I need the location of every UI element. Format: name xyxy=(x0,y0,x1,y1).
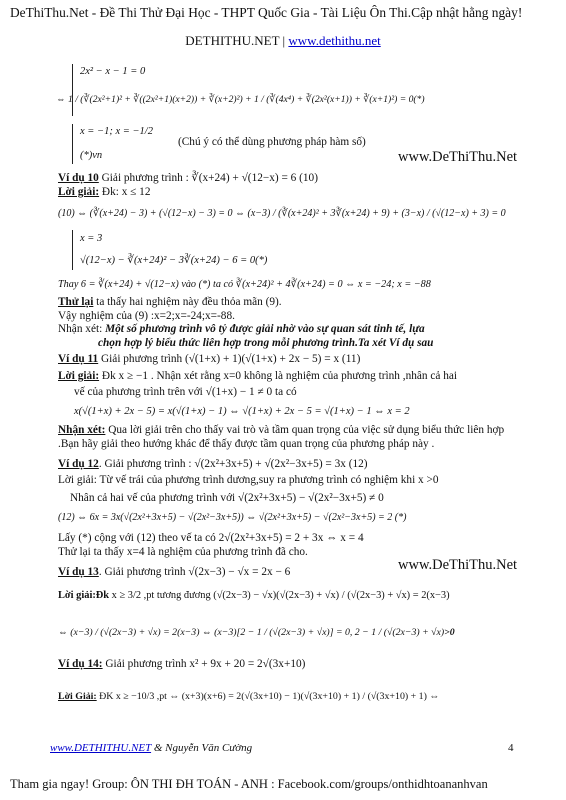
body-line: Nhân cả hai vế của phương trình với √(2x²+3x+5) − √(2x²−3x+5) ≠ 0 xyxy=(70,492,384,504)
equation-line: Thay 6 = ∛(x+24) + √(12−x) vào (*) ta có ∛(x+24)² + 4∛(x+24) = 0 ⇔ x = −24; x = −88 xyxy=(58,279,431,290)
system-brace-1 xyxy=(72,64,73,116)
remark-line xyxy=(58,323,425,335)
solution-text: Đk x ≥ −1 . Nhận xét rằng x=0 không là nghiệm của phương trình ,nhân cả hai xyxy=(99,370,458,382)
example-label: Ví dụ 14: xyxy=(58,658,103,670)
equation-line: (10) ⇔ (∛(x+24) − 3) + (√(12−x) − 3) = 0 ⇔ (x−3) / (∛(x+24)² + 3∛(x+24) + 9) + (3−x) / (√(12−x) + 3) = 0 xyxy=(58,208,506,219)
solution-10-line xyxy=(58,186,150,198)
remark-label: Nhận xét: xyxy=(58,323,106,335)
solution-text: Đk: x ≤ 12 xyxy=(99,186,151,198)
example-text: Giải phương trình x² + 9x + 20 = 2√(3x+10) xyxy=(102,658,306,670)
example-14-line xyxy=(58,658,305,670)
equation-line: √(12−x) − ∛(x+24)² − 3∛(x+24) − 6 = 0(*) xyxy=(80,255,268,266)
watermark: www.DeThiThu.Net xyxy=(398,557,518,573)
check-line xyxy=(58,296,282,308)
equation-line: x(√(1+x) + 2x − 5) = x(√(1+x) − 1) ⇔ √(1+x) + 2x − 5 = √(1+x) − 1 ⇔ x = 2 xyxy=(74,406,410,417)
solution-label: Lời giải: xyxy=(58,370,100,382)
solution-11-line xyxy=(58,370,457,382)
equation-line: x = 3 xyxy=(80,233,103,244)
example-label: Ví dụ 12 xyxy=(58,458,99,470)
example-text: Giải phương trình (√(1+x) + 1)(√(1+x) + 2x − 5) = x (11) xyxy=(98,353,361,365)
top-banner: DeThiThu.Net - Đề Thi Thử Đại Học - THPT Quốc Gia - Tài Liệu Ôn Thi.Cập nhật hằng ngày! xyxy=(10,5,523,20)
system-brace-2 xyxy=(72,124,73,164)
equation-line: (12) ⇔ 6x = 3x(√(2x²+3x+5) − √(2x²−3x+5)) ⇔ √(2x²+3x+5) − √(2x²−3x+5) = 2 (*) xyxy=(58,512,407,523)
check-label: Thử lại xyxy=(58,296,94,308)
site-header xyxy=(0,34,566,48)
remark-text: Một số phương trình vô tỷ được giải nhờ vào sự quan sát tinh tế, lựa xyxy=(105,323,425,335)
example-12-line xyxy=(58,458,368,470)
watermark: www.DeThiThu.Net xyxy=(398,149,518,165)
solution-text: x ≥ 3/2 ,pt tương đương (√(2x−3) − √x)(√(2x−3) + √x) / (√(2x−3) + √x) = 2(x−3) xyxy=(109,590,450,601)
system-brace-3 xyxy=(72,230,73,270)
example-label: Ví dụ 10 xyxy=(58,172,99,184)
page-number: 4 xyxy=(508,742,514,754)
solution-label: Lời Giải: xyxy=(58,691,97,702)
equation-line xyxy=(58,628,455,639)
body-line: vế của phương trình trên với √(1+x) − 1 ≠ 0 ta có xyxy=(74,386,297,398)
example-text: . Giải phương trình : √(2x²+3x+5) + √(2x²−3x+5) = 3x (12) xyxy=(98,458,368,470)
remark-11-line xyxy=(58,424,504,436)
note-text: (Chú ý có thể dùng phương pháp hàm số) xyxy=(178,136,366,148)
footer-site-link[interactable]: www.DETHITHU.NET xyxy=(50,742,152,754)
solution-label: Lời giải:Đk xyxy=(58,590,110,601)
solution-13-line xyxy=(58,590,450,601)
body-line: Lấy (*) cộng với (12) theo vế ta có 2√(2x²+3x+5) = 2 + 3x ⇔ x = 4 xyxy=(58,532,364,544)
example-label: Ví dụ 11 xyxy=(58,353,99,365)
equation-line: 2x² − x − 1 = 0 xyxy=(80,66,146,77)
site-name: DETHITHU.NET | xyxy=(185,33,289,48)
example-13-line xyxy=(58,566,290,578)
conclusion-line: Vậy nghiệm của (9) :x=2;x=-24;x=-88. xyxy=(58,310,235,322)
remark-text: Qua lời giải trên cho thấy vai trò và tầm quan trọng của việc sử dụng biểu thức liên hợp xyxy=(105,424,505,436)
example-label: Ví dụ 13 xyxy=(58,566,99,578)
footer-credit xyxy=(50,742,252,754)
example-11-line xyxy=(58,353,360,365)
solution-12-line: Lời giải: Từ vế trái của phương trình dương,suy ra phương trình có nghiệm khi x >0 xyxy=(58,474,439,486)
example-text: Giải phương trình : ∛(x+24) + √(12−x) = 6 (10) xyxy=(98,172,318,184)
remark-line-2: chọn hợp lý biểu thức liên hợp trong mỗi phương trình.Ta xét Ví dụ sau xyxy=(98,337,434,349)
check-text: ta thấy hai nghiệm này đều thỏa mãn (9). xyxy=(93,296,282,308)
solution-14-line xyxy=(58,692,439,703)
equation-line: ⇔ 1 / (∛(2x²+1)² + ∛((2x²+1)(x+2)) + ∛(x+2)²) + 1 / (∛(4x⁴) + ∛(2x²(x+1)) + ∛(x+1)²) = 0(*) xyxy=(56,94,425,105)
body-line: Thử lại ta thấy x=4 là nghiệm của phương trình đã cho. xyxy=(58,546,308,558)
bottom-banner: Tham gia ngay! Group: ÔN THI ĐH TOÁN - ANH : Facebook.com/groups/onthidhtoananhvan xyxy=(10,777,488,791)
equation-text: ⇔ (x−3) / (√(2x−3) + √x) = 2(x−3) ⇔ (x−3)[2 − 1 / (√(2x−3) + √x)] = 0, 2 − 1 / (√(2x−3) + √x) xyxy=(58,627,445,638)
body-line: .Bạn hãy giải theo hướng khác để thấy được tầm quan trọng của phương pháp này . xyxy=(58,438,435,450)
footer-author: & Nguyễn Văn Cường xyxy=(151,742,253,754)
solution-text: ĐK x ≥ −10/3 ,pt ⇔ (x+3)(x+6) = 2(√(3x+10) − 1)(√(3x+10) + 1) / (√(3x+10) + 1) ⇔ xyxy=(96,691,440,702)
solution-label: Lời giải: xyxy=(58,186,100,198)
site-link[interactable]: www.dethithu.net xyxy=(288,33,381,48)
remark-label: Nhận xét: xyxy=(58,424,106,436)
example-text: . Giải phương trình √(2x−3) − √x = 2x − 6 xyxy=(98,566,291,578)
equation-end: >0 xyxy=(444,627,455,638)
equation-line: x = −1; x = −1/2 xyxy=(80,126,153,137)
example-10-line xyxy=(58,172,318,184)
equation-line: (*)vn xyxy=(80,150,103,161)
